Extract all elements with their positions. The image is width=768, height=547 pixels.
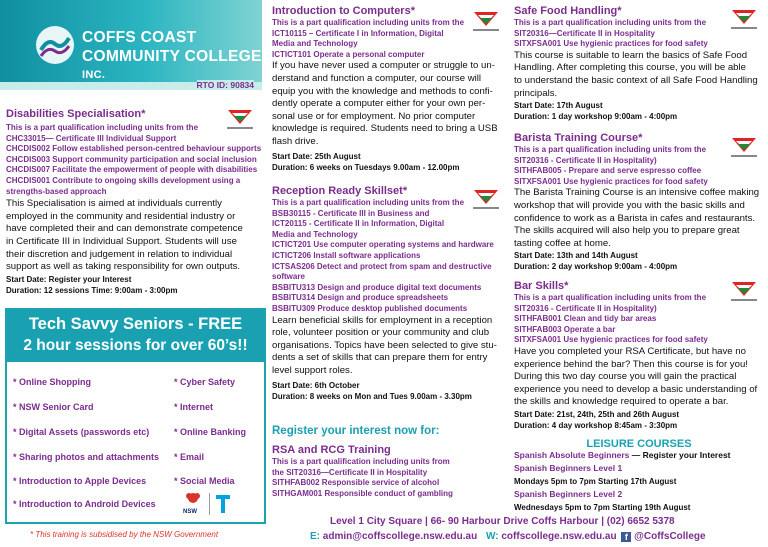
- tech-topic-item: * Digital Assets (passwords etc): [13, 427, 150, 437]
- barista-unit: SITHFAB005 - Prepare and serve espresso coffee: [514, 166, 702, 176]
- disabilities-body-line: their discretion and judgement in relation to individual: [6, 248, 233, 260]
- disabilities-title: Disabilities Specialisation*: [6, 108, 146, 120]
- nationally-recognised-badge-icon: [472, 188, 500, 214]
- barista-unit: SIT20316 - Certificate II in Hospitality): [514, 155, 657, 165]
- barista-body-line: workshop that will provide you with the basic skills and: [514, 199, 745, 211]
- safe-food-body-line: This course is suitable to learn the basics of Safe Food: [514, 49, 748, 61]
- spanish-level1-time: Mondays 5pm to 7pm Starting 17th August: [514, 477, 677, 486]
- tech-savvy-subtitle: 2 hour sessions for over 60’s!!: [23, 337, 248, 354]
- nationally-recognised-badge-icon: [226, 108, 254, 134]
- reception-unit: BSBITU309 Produce desktop published documents: [272, 303, 468, 313]
- rsa-unit: SITHFAB002 Responsible service of alcohol: [272, 478, 440, 488]
- barista-unit: This is a part qualification including units from the: [514, 145, 707, 154]
- intro-computers-title: Introduction to Computers*: [272, 5, 415, 17]
- rsa-unit: SITHGAM001 Responsible conduct of gambling: [272, 488, 453, 498]
- intro-start-date: Start Date: 25th August: [272, 151, 361, 161]
- bar-skills-unit: This is a part qualification including units from the: [514, 293, 707, 302]
- barista-body-line: tasting coffee at home.: [514, 237, 611, 249]
- intro-body-line: flash drive.: [272, 135, 319, 147]
- reception-unit: Media and Technology: [272, 229, 358, 239]
- rsa-unit: This is a part qualification including units from: [272, 457, 450, 466]
- bar-skills-start-date: Start Date: 21st, 24th, 25th and 26th August: [514, 409, 680, 419]
- reception-unit: This is a part qualification including units from the: [272, 198, 465, 207]
- tech-topic-item: * Sharing photos and attachments: [13, 452, 160, 462]
- tech-topic-item: * Introduction to Apple Devices: [13, 476, 147, 486]
- facebook-icon: f: [621, 532, 631, 542]
- email-link[interactable]: admin@coffscollege.nsw.edu.au: [322, 531, 478, 542]
- nationally-recognised-badge-icon: [472, 10, 500, 36]
- reception-unit: ICTICT206 Install software applications: [272, 250, 421, 260]
- reception-unit: BSBITU313 Design and produce digital text documents: [272, 282, 482, 292]
- safe-food-title: Safe Food Handling*: [514, 5, 622, 17]
- facebook-link[interactable]: @CoffsCollege: [634, 531, 706, 542]
- college-name-main: COMMUNITY COLLEGE: [82, 48, 262, 65]
- spanish-level1-title: Spanish Beginners Level 1: [514, 463, 623, 473]
- intro-body-line: dently operate a computer either for your own per-: [272, 98, 486, 110]
- intro-body-line: If you have never used a computer or struggle to un-: [272, 60, 495, 72]
- college-header: [0, 0, 262, 90]
- leisure-section: [514, 438, 764, 513]
- safe-food-body-line: Handling. After completing this course, you will be able: [514, 62, 746, 74]
- disabilities-unit: CHC33015— Certificate III Individual Support: [6, 133, 177, 143]
- disabilities-duration: Duration: 12 sessions Time: 9:00am - 3:00pm: [6, 285, 178, 295]
- tech-savvy-banner: [7, 310, 264, 362]
- bar-skills-section: [514, 280, 764, 431]
- rto-id: RTO ID: 90834: [196, 80, 254, 90]
- spanish-absolute-note: Register your Interest: [642, 450, 731, 460]
- footer-address: Level 1 City Square | 66- 90 Harbour Drive Coffs Harbour | (02) 6652 5378: [330, 516, 675, 527]
- bar-skills-body-line: During this two day course you will gain the practical: [514, 371, 737, 383]
- register-section: [272, 424, 508, 499]
- barista-title: Barista Training Course*: [514, 132, 643, 144]
- reception-section: [272, 185, 508, 402]
- bar-skills-body-line: experience behind the bar? Then this course is for you!: [514, 358, 748, 370]
- nationally-recognised-badge-icon: [730, 280, 758, 306]
- intro-unit: ICTICT101 Operate a personal computer: [272, 49, 425, 59]
- register-heading: Register your interest now for:: [272, 425, 440, 437]
- disabilities-unit: CHCDIS007 Facilitate the empowerment of people with disabilities: [6, 165, 258, 175]
- reception-title: Reception Ready Skillset*: [272, 185, 408, 197]
- reception-body-line: Learn beneficial skills for employment in a reception: [272, 314, 493, 326]
- barista-duration: Duration: 2 day workshop 9:00am - 4:00pm: [514, 262, 678, 272]
- barista-body-line: The skills acquired will also help you to prepare great: [514, 225, 740, 237]
- reception-body-line: organisations. Topics have been selected to give stu-: [272, 339, 497, 351]
- email-label: E:: [310, 531, 320, 542]
- tech-topic-item: * Internet: [174, 402, 214, 412]
- disabilities-section: [6, 108, 262, 296]
- bar-skills-unit: SIT20316 - Certificate II in Hospitality): [514, 303, 657, 313]
- disabilities-unit: strengths-based approach: [6, 186, 107, 196]
- college-logo-icon: [34, 24, 76, 66]
- reception-body-line: level support roles.: [272, 364, 353, 376]
- reception-unit: BSB30115 - Certificate III in Business and: [272, 208, 430, 218]
- intro-body-line: knowledge is required. Students need to bring a USB: [272, 123, 498, 135]
- disabilities-body-line: employed in the community and residential industry or: [6, 210, 236, 222]
- disabilities-body-line: support as well as taking responsibility for own outputs.: [6, 261, 241, 273]
- barista-start-date: Start Date: 13th and 14th August: [514, 251, 638, 261]
- college-name-line1: COFFS COAST: [82, 29, 197, 46]
- intro-body-line: sonal use or for employment. No prior computer: [272, 110, 476, 122]
- disabilities-unit: This is a part qualification including units from the: [6, 123, 199, 132]
- tech-topic-item: * Online Shopping: [13, 377, 91, 387]
- bar-skills-body-line: the skills and knowledge required to operate a bar.: [514, 396, 729, 408]
- intro-body-line: equip you with the knowledge and methods to confi-: [272, 85, 493, 97]
- college-name-suffix: INC.: [82, 69, 106, 81]
- intro-duration: Duration: 6 weeks on Tuesdays 9.00am - 12.00pm: [272, 162, 460, 172]
- reception-unit: software: [272, 272, 305, 282]
- tech-topic-item: * Introduction to Android Devices: [13, 499, 156, 509]
- bar-skills-duration: Duration: 4 day workshop 8:45am - 3:30pm: [514, 420, 678, 430]
- disabilities-body-line: in Certificate III in Individual Support. Students will use: [6, 235, 237, 247]
- tech-topic-item: * NSW Senior Card: [13, 402, 94, 412]
- bar-skills-unit: SITHFAB001 Clean and tidy bar areas: [514, 314, 657, 324]
- bar-skills-body-line: Have you completed your RSA Certificate, but have no: [514, 345, 746, 357]
- reception-duration: Duration: 8 weeks on Mon and Tues 9.00am - 3.30pm: [272, 391, 472, 401]
- rsa-unit: the SIT20316—Certificate II in Hospitality: [272, 467, 428, 477]
- tech-topic-item: * Cyber Safety: [174, 377, 236, 387]
- intro-body-line: derstand and function a computer, our course will: [272, 72, 482, 84]
- disabilities-body-line: This Specialisation is aimed at individuals currently: [6, 198, 222, 210]
- spanish-absolute-title: Spanish Absolute Beginners: [514, 450, 630, 460]
- college-name-line2: [82, 48, 262, 84]
- rsa-rcg-title: RSA and RCG Training: [272, 444, 391, 456]
- barista-unit: SITXFSA001 Use hygienic practices for food safety: [514, 176, 708, 186]
- safe-food-unit: SITXFSA001 Use hygienic practices for food safety: [514, 39, 708, 49]
- spanish-level2-time: Wednesdays 5pm to 7pm Starting 19th August: [514, 503, 691, 512]
- leisure-heading: LEISURE COURSES: [586, 438, 692, 450]
- safe-food-body-line: principals.: [514, 87, 558, 99]
- nationally-recognised-badge-icon: [730, 8, 758, 34]
- telstra-logo-icon: [214, 493, 232, 515]
- barista-body-line: The Barista Training Course is an intensive coffee making: [514, 187, 760, 199]
- safe-food-unit: This is a part qualification including units from the: [514, 18, 707, 27]
- reception-unit: ICTSAS206 Detect and protect from spam and destructive: [272, 261, 492, 271]
- bar-skills-unit: SITHFAB003 Operate a bar: [514, 324, 616, 334]
- safe-food-section: [514, 5, 764, 122]
- safe-food-start-date: Start Date: 17th August: [514, 101, 603, 111]
- nsw-waratah-logo-icon: [182, 491, 204, 511]
- reception-start-date: Start Date: 6th October: [272, 380, 360, 390]
- reception-unit: BSBITU314 Design and produce spreadsheets: [272, 293, 449, 303]
- nsw-logo-label: NSW: [183, 509, 197, 515]
- barista-section: [514, 132, 764, 272]
- bar-skills-title: Bar Skills*: [514, 280, 569, 292]
- logo-divider: [209, 493, 210, 515]
- disabilities-unit: CHCDIS001 Contribute to ongoing skills development using a: [6, 175, 241, 185]
- safe-food-unit: SIT20316—Certificate II in Hospitality: [514, 28, 655, 38]
- bar-skills-unit: SITXFSA001 Use hygienic practices for food safety: [514, 335, 708, 345]
- tech-topic-item: * Email: [174, 452, 205, 462]
- tech-topic-item: * Social Media: [174, 476, 235, 486]
- spanish-absolute-row: Spanish Absolute Beginners — Register your Interest: [514, 450, 731, 460]
- website-link[interactable]: coffscollege.nsw.edu.au: [501, 531, 617, 542]
- safe-food-duration: Duration: 1 day workshop 9:00am - 4:00pm: [514, 112, 678, 122]
- disabilities-unit: CHCDIS003 Support community participation and social inclusion: [6, 154, 257, 164]
- tech-savvy-title: Tech Savvy Seniors - FREE: [28, 315, 243, 333]
- tech-topic-item: * Online Banking: [174, 427, 247, 437]
- reception-unit: ICT20115 - Certificate II in Information, Digital: [272, 219, 445, 229]
- safe-food-body-line: to understand the basic context of all Safe Food Handling: [514, 74, 758, 86]
- web-label: W:: [485, 531, 499, 542]
- tech-savvy-box: [5, 308, 266, 524]
- bar-skills-body-line: experience you need to develop a basic understanding of: [514, 383, 758, 395]
- intro-unit: Media and Technology: [272, 39, 358, 49]
- disabilities-start-date: Start Date: Register your Interest: [6, 274, 132, 284]
- intro-unit: ICT10115 – Certificate I in Information, Digital: [272, 28, 444, 38]
- intro-unit: This is a part qualification including units from the: [272, 18, 465, 27]
- barista-body-line: confidence to work as a Barista in cafes and restaurants.: [514, 212, 756, 224]
- footer-contact-row: [310, 530, 706, 543]
- nationally-recognised-badge-icon: [730, 136, 758, 162]
- disabilities-body-line: have completed their and can demonstrate competence: [6, 223, 243, 235]
- reception-body-line: dents a set of skills that can prepare them for entry: [272, 352, 488, 364]
- reception-unit: ICTICT201 Use computer operating systems and hardware: [272, 240, 494, 250]
- spanish-level2-title: Spanish Beginners Level 2: [514, 489, 623, 499]
- subsidy-note: * This training is subsidised by the NSW Government: [30, 530, 219, 539]
- disabilities-unit: CHCDIS002 Follow established person-centred behaviour supports: [6, 144, 262, 154]
- reception-body-line: role, volunteer position or your community and club: [272, 327, 490, 339]
